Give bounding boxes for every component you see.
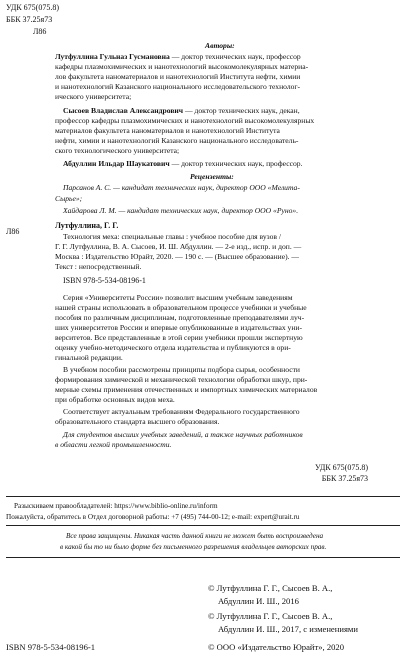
copyright-line-5: © ООО «Издательство Юрайт», 2020 [208, 642, 345, 652]
author-3-line-1: — доктор технических наук, профессор. [169, 159, 303, 168]
footer-bbk: ББК 37.25я73 [321, 474, 368, 483]
annotation-p4-line-1: Для студентов высших учебных заведений, а также научных работников [63, 430, 303, 439]
copyright-isbn: ISBN 978-5-534-08196-1 [6, 642, 96, 652]
rights-line-2: Пожалуйста, обратитесь в Отдел договорной работы: +7 (495) 744-00-12; e-mail: expert@urait.ru [6, 513, 300, 521]
annotation-p1-line-6: оценку учебно-методического отдела издательства и публикуются в ори- [55, 343, 291, 352]
catalog-line-4: Текст : непосредственный. [55, 262, 142, 271]
authors-heading: Авторы: [205, 41, 235, 50]
rights-notice-1: Все права защищены. Никакая часть данной книги не может быть воспроизведена [66, 532, 324, 540]
author-1-line-4: и нанотехнологий Казанского национального исследовательского технолог- [55, 82, 301, 91]
catalog-code: Л86 [6, 227, 20, 236]
annotation-p2-line-3: мерные схемы применения отечественных и импортных химических материалов [55, 385, 318, 394]
annotation-p2-line-1: В учебном пособии рассмотрены принципы подбора сырья, особенности [63, 365, 300, 374]
author-2-line-3: материалов факультета наноматериалов и нанотехнологий Института [55, 126, 280, 135]
footer-udk: УДК 675(075.8) [315, 463, 368, 472]
reviewer-1-line-2: Сырье»; [55, 194, 83, 203]
author-2-line-2: профессор кафедры плазмохимических и нанотехнологий высокомолекулярных [55, 116, 315, 125]
author-2 [63, 106, 300, 115]
author-2-name: Сысоев Владислав Александрович [63, 106, 184, 115]
author-1 [55, 52, 301, 61]
rule-top [6, 496, 400, 497]
author-2-line-5: ского технологического университета; [55, 146, 180, 155]
reviewer-1-line-1: Парсанов А. С. — кандидат технических наук, директор ООО «Мелита- [63, 183, 300, 192]
rights-notice-2: в какой бы то ни было форме без письменного разрешения владельцев авторских прав. [60, 543, 327, 551]
annotation-p1-line-3: пособия по различным дисциплинам, подготовленные преподавателями луч- [55, 313, 305, 322]
reviewer-2-line-1: Хайдарова Л. М. — кандидат технических наук, директор ООО «Руно». [63, 206, 299, 215]
catalog-code-top: Л86 [33, 27, 47, 36]
rule-middle [6, 525, 400, 526]
author-1-line-2: кафедры плазмохимических и нанотехнологий высокомолекулярных материа- [55, 62, 309, 71]
annotation-p2-line-2: формирования химической и механической технологии обработки шкур, при- [55, 375, 308, 384]
copyright-line-2: Абдуллин И. Ш., 2016 [218, 596, 299, 606]
author-1-line-3: лов факультета наноматериалов и нанотехнологий Института нефти, химии [55, 72, 301, 81]
annotation-p3-line-1: Соответствует актуальным требованиям Федерального государственного [63, 407, 300, 416]
annotation-p1-line-7: гинальной редакции. [55, 353, 123, 362]
catalog-line-2: Г. Г. Лутфуллина, В. А. Сысоев, И. Ш. Абдуллин. — 2-е изд., испр. и доп. — [55, 242, 302, 251]
catalog-author: Лутфуллина, Г. Г. [55, 221, 119, 230]
author-2-line-1: — доктор технических наук, декан, [183, 106, 300, 115]
author-1-line-5: ического университета; [55, 92, 132, 101]
annotation-p1-line-5: верситетов. Все представленные в этой серии учебники прошли экспертную [55, 333, 303, 342]
rights-line-1: Разыскиваем правообладателей: https://www.biblio-online.ru/inform [14, 502, 218, 510]
catalog-isbn: ISBN 978-5-534-08196-1 [63, 276, 146, 285]
author-3-name: Абдуллин Ильдар Шаукатович [63, 159, 170, 168]
author-2-line-4: нефти, химии и нанотехнологий Казанского национального исследователь- [55, 136, 299, 145]
author-3 [63, 159, 302, 168]
copyright-line-3: © Лутфуллина Г. Г., Сысоев В. А., [208, 611, 333, 621]
catalog-line-3: Москва : Издательство Юрайт, 2020. — 190 с. — (Высшее образование). — [55, 252, 300, 261]
annotation-p3-line-2: образовательного стандарта высшего образования. [55, 417, 220, 426]
author-1-line-1: — доктор технических наук, профессор [169, 52, 301, 61]
rule-bottom [6, 557, 400, 558]
annotation-p4-line-2: в области легкой промышленности. [55, 440, 172, 449]
author-1-name: Лутфуллина Гульназ Гусмановна [55, 52, 170, 61]
annotation-p1-line-2: нашей страны использовать в образовательном процессе учебники и учебные [55, 303, 307, 312]
copyright-line-1: © Лутфуллина Г. Г., Сысоев В. А., [208, 583, 333, 593]
udk-code: УДК 675(075.8) [6, 3, 59, 12]
annotation-p1-line-1: Серия «Университеты России» позволит высшим учебным заведениям [63, 293, 293, 302]
annotation-p1-line-4: ших университетов России и впервые опубликованные в издательствах уни- [55, 323, 303, 332]
annotation-p2-line-4: при обработке основных видов меха. [55, 395, 175, 404]
reviewers-heading: Рецензенты: [190, 172, 234, 181]
catalog-line-1: Технология меха: специальные главы : учебное пособие для вузов / [63, 232, 282, 241]
bbk-code: ББК 37.25я73 [6, 15, 53, 24]
copyright-line-4: Абдуллин И. Ш., 2017, с изменениями [218, 624, 358, 634]
